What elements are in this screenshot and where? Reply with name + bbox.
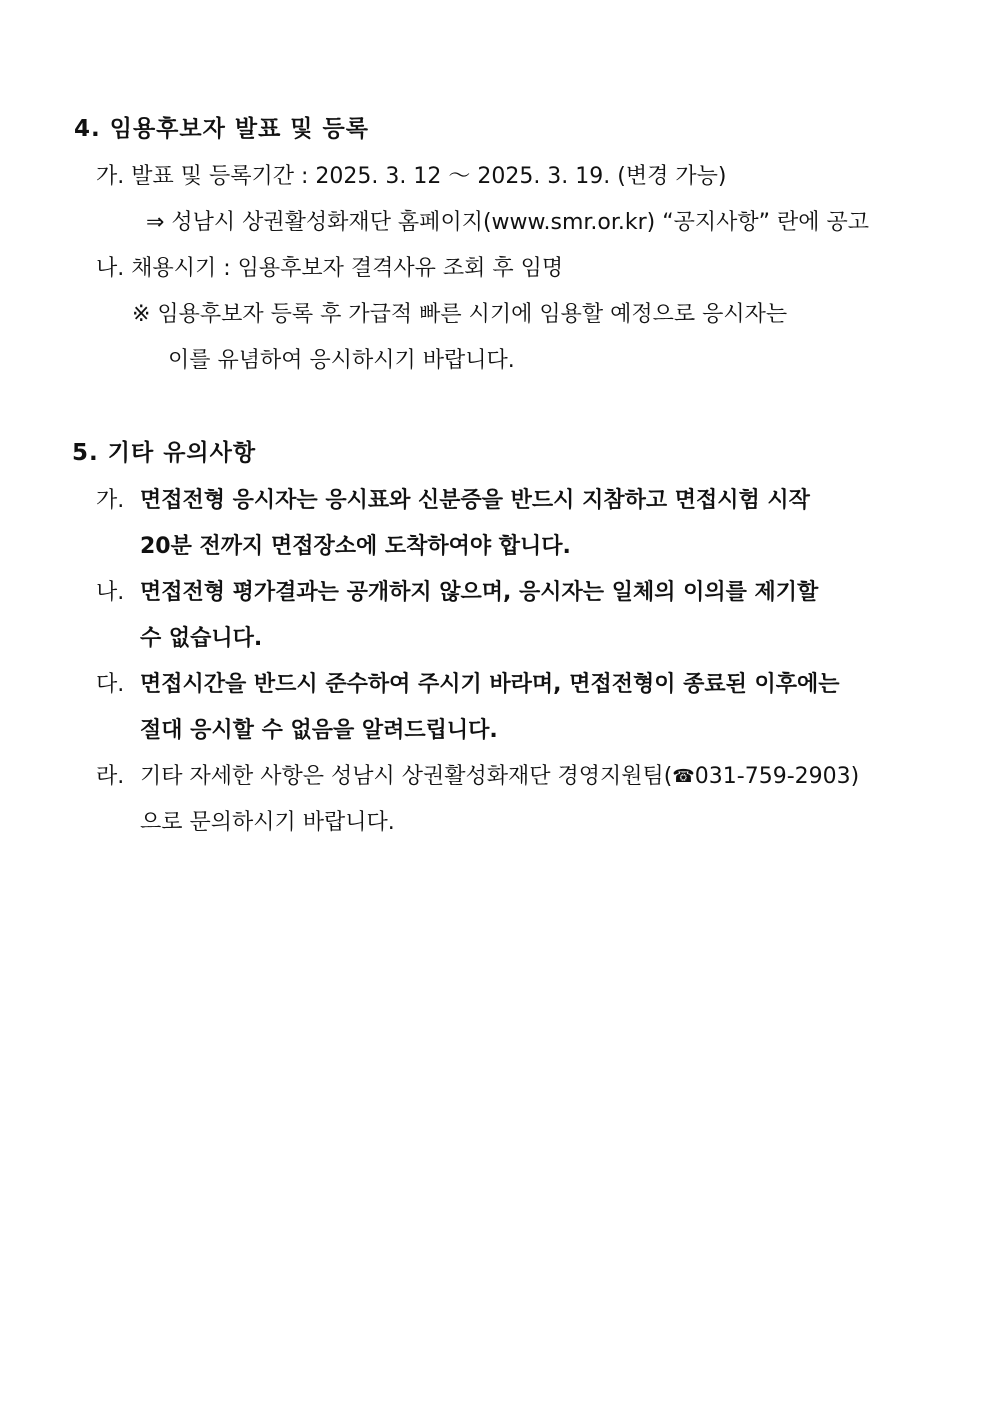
telephone-icon: ☎ [672, 766, 695, 787]
section-5-item-d-marker: 라. [96, 764, 125, 789]
section-4-item-a [96, 162, 726, 192]
section-4-item-a-sub: ⇒ 성남시 상권활성화재단 홈페이지(www.smr.or.kr) “공지사항” 란에 공고 [146, 210, 870, 235]
section-5-item-a-line2: 20분 전까지 면접장소에 도착하여야 합니다. [140, 534, 571, 559]
section-5-item-c-marker: 다. [96, 672, 125, 697]
section-5-item-a-line1: 면접전형 응시자는 응시표와 신분증을 반드시 지참하고 면접시험 시작 [140, 488, 810, 513]
section-5-item-d-line1 [140, 762, 859, 792]
section-5-item-c-line2: 절대 응시할 수 없음을 알려드립니다. [140, 718, 498, 743]
section-4-note-line1: ※ 임용후보자 등록 후 가급적 빠른 시기에 임용할 예정으로 응시자는 [132, 302, 788, 327]
item-marker: 가. [96, 164, 125, 189]
section-4-title: 4. 임용후보자 발표 및 등록 [74, 116, 369, 142]
section-5-item-b-line2: 수 없습니다. [140, 626, 263, 651]
section-5-title: 5. 기타 유의사항 [72, 440, 257, 466]
contact-text: 기타 자세한 사항은 성남시 상권활성화재단 경영지원팀( [140, 764, 673, 789]
section-4-note-line2: 이를 유념하여 응시하시기 바랍니다. [168, 348, 515, 373]
item-marker: 나. [96, 256, 125, 281]
item-text: 발표 및 등록기간 : 2025. 3. 12 ～ 2025. 3. 19. (변경 가능) [131, 164, 727, 189]
section-5-item-b-marker: 나. [96, 580, 125, 605]
section-4-item-b [96, 254, 563, 284]
section-5-item-c-line1: 면접시간을 반드시 준수하여 주시기 바라며, 면접전형이 종료된 이후에는 [140, 672, 840, 697]
item-text: 채용시기 : 임용후보자 결격사유 조회 후 임명 [131, 256, 564, 281]
section-5-item-a-marker: 가. [96, 488, 125, 513]
section-5-item-d-line2: 으로 문의하시기 바랍니다. [140, 810, 395, 835]
phone-number: 031-759-2903) [694, 764, 860, 789]
section-5-item-b-line1: 면접전형 평가결과는 공개하지 않으며, 응시자는 일체의 이의를 제기할 [140, 580, 819, 605]
